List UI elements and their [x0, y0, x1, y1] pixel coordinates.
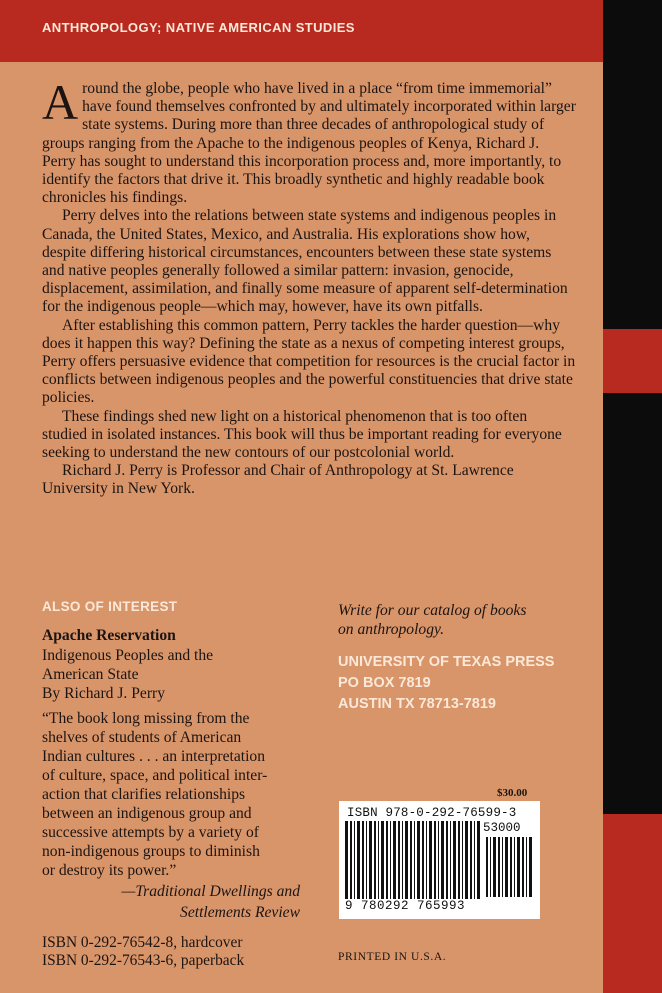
category-label: ANTHROPOLOGY; NATIVE AMERICAN STUDIES — [42, 20, 355, 35]
barcode-bar — [393, 821, 396, 899]
barcode-bar — [441, 821, 444, 899]
barcode-bar — [529, 837, 532, 897]
barcode-bar — [362, 821, 364, 899]
isbn-hardcover: ISBN 0-292-76542-8, hardcover — [42, 934, 243, 951]
book-description — [42, 74, 576, 499]
quote-line: successive attempts by a variety of — [42, 824, 259, 841]
printed-in-usa: PRINTED IN U.S.A. — [338, 951, 447, 963]
barcode-bars — [345, 821, 481, 899]
barcode-bar — [502, 837, 503, 897]
barcode-bar — [386, 821, 388, 899]
quote-line: between an indigenous group and — [42, 805, 252, 822]
barcode-bar — [446, 821, 448, 899]
side-strip-red-middle — [603, 329, 662, 393]
barcode-bar — [477, 821, 480, 899]
related-book-details — [42, 646, 312, 703]
author-bio: Richard J. Perry is Professor and Chair of Anthropology at St. Lawrence University in New York. — [42, 462, 514, 498]
barcode-bar — [350, 821, 352, 899]
review-attribution: —Traditional Dwellings and Settlements Review — [121, 883, 300, 921]
barcode-bar — [402, 821, 403, 899]
related-book-subtitle-line: Indigenous Peoples and the — [42, 647, 214, 664]
barcode-bar — [470, 821, 472, 899]
barcode-bar — [514, 837, 515, 897]
review-quote — [42, 709, 314, 880]
barcode-bar — [526, 837, 527, 897]
publisher-po-box: PO BOX 7819 — [338, 675, 431, 691]
barcode-bar — [426, 821, 427, 899]
barcode-bar — [369, 821, 372, 899]
description-paragraph-2: Perry delves into the relations between state systems and indigenous peoples in Canada, the United States, Mexico, and Australia. His explorations show how, despite differing historical circumstances, encounters between these state systems and native peoples generally followed a similar pattern: invasion, genocide, displacement, assimilation, and finally some measure of apparent self-determination for the indigenous people—which may, however, have its own pitfalls. — [42, 207, 568, 316]
related-book-title: Apache Reservation — [42, 627, 176, 644]
barcode-bar — [465, 821, 468, 899]
side-strip-red-bottom — [603, 814, 662, 993]
quote-line: “The book long missing from the — [42, 710, 250, 727]
barcode-box — [339, 801, 540, 919]
barcode-bar — [458, 821, 460, 899]
description-paragraph-1: Around the globe, people who have lived in a place “from time immemorial” have found themselves confronted by and ultimately incorporated within larger state systems. During more than three decades of anthropological study of groups ranging from the Apache to the indigenous peoples of Kenya, Richard J. Perry has sought to understand this incorporation process and, more importantly, to identify the factors that drive it. This broadly synthetic and highly readable book chronicles his findings. — [42, 74, 576, 207]
barcode-bar — [381, 821, 384, 899]
barcode-bar — [390, 821, 391, 899]
barcode-bar — [505, 837, 508, 897]
barcode-bar — [438, 821, 439, 899]
barcode-addon-digits: 53000 — [483, 821, 521, 835]
quote-line: non-indigenous groups to diminish — [42, 843, 260, 860]
related-book-isbns — [42, 934, 244, 970]
barcode-bar — [378, 821, 379, 899]
publisher-city: AUSTIN TX 78713-7819 — [338, 696, 496, 712]
publisher-address — [338, 652, 554, 715]
barcode-isbn-text: ISBN 978-0-292-76599-3 — [347, 806, 517, 820]
related-book-subtitle-line: American State — [42, 666, 139, 683]
related-book-author: By Richard J. Perry — [42, 685, 165, 702]
quote-line: shelves of students of American — [42, 729, 242, 746]
barcode-bar — [498, 837, 500, 897]
barcode-addon-bars — [486, 837, 534, 897]
quote-line: of culture, space, and political inter- — [42, 767, 268, 784]
barcode-bar — [517, 837, 520, 897]
price-label: $30.00 — [497, 787, 528, 799]
barcode-bar — [398, 821, 400, 899]
barcode-bar — [462, 821, 463, 899]
barcode-bar — [434, 821, 436, 899]
barcode-bar — [410, 821, 412, 899]
barcode-bar — [450, 821, 451, 899]
barcode-bar — [422, 821, 424, 899]
barcode-bar — [345, 821, 348, 899]
barcode-bar — [417, 821, 420, 899]
barcode-bar — [405, 821, 408, 899]
barcode-bar — [490, 837, 491, 897]
barcode-bar — [453, 821, 456, 899]
barcode-bar — [510, 837, 512, 897]
barcode-digits: 9 780292 765993 — [345, 899, 466, 913]
isbn-paperback: ISBN 0-292-76543-6, paperback — [42, 952, 245, 969]
barcode-bar — [366, 821, 367, 899]
side-strip-black-top — [603, 0, 662, 329]
barcode-bar — [493, 837, 496, 897]
side-strip-black-middle — [603, 393, 662, 814]
barcode-bar — [522, 837, 524, 897]
quote-line: Indian cultures . . . an interpretation — [42, 748, 266, 765]
barcode-bar — [474, 821, 475, 899]
publisher-name: UNIVERSITY OF TEXAS PRESS — [338, 654, 555, 670]
description-paragraph-4: These findings shed new light on a historical phenomenon that is too often studied in isolated instances. This book will thus be important reading for everyone seeking to understand the new contours of our postcolonial world. — [42, 407, 562, 462]
quote-line: action that clarifies relationships — [42, 786, 246, 803]
barcode-bar — [354, 821, 355, 899]
catalog-note: Write for our catalog of books on anthropology. — [338, 602, 527, 638]
barcode-bar — [414, 821, 415, 899]
barcode-bar — [429, 821, 432, 899]
barcode-bar — [357, 821, 360, 899]
quote-line: or destroy its power.” — [42, 862, 177, 879]
barcode-bar — [374, 821, 376, 899]
description-paragraph-3: After establishing this common pattern, Perry tackles the harder question—why does it happen this way? Defining the state as a nexus of competing interest groups, Perry offers persuasive evidence that competition for resources is the crucial factor in conflicts between indigenous peoples and the powerful constituencies that drive state policies. — [42, 316, 576, 407]
barcode-bar — [486, 837, 488, 897]
drop-cap: A — [42, 74, 79, 130]
also-of-interest-heading: ALSO OF INTEREST — [42, 599, 178, 614]
